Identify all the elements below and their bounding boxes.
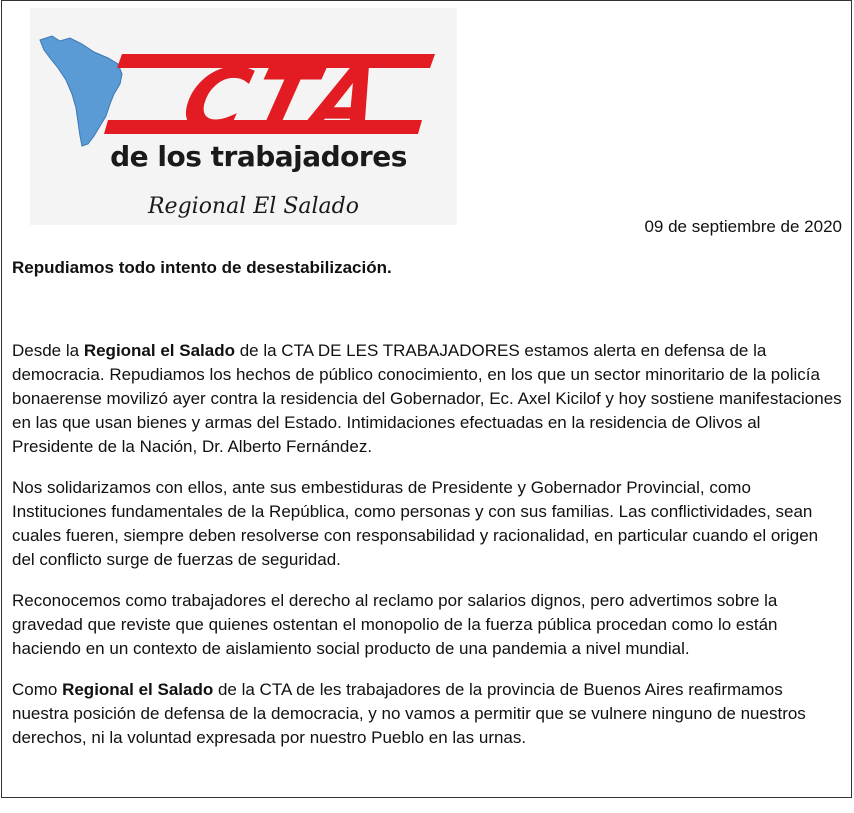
regional-name: Regional el Salado: [62, 680, 214, 699]
document-date: 09 de septiembre de 2020: [644, 217, 842, 236]
paragraph-4: Como Regional el Salado de la CTA de les trabajadores de la provincia de Buenos Aires reafirmamos nuestra posición de defensa de la democracia, y no vamos a permitir que se vulnere ninguno de nuestros derechos, ni la voluntad expresada por nuestro Pueblo en las urnas.: [12, 680, 806, 747]
cta-wordmark: CTA: [172, 50, 398, 151]
paragraph-1: Desde la Regional el Salado de la CTA DE LES TRABAJADORES estamos alerta en defensa de la democracia. Repudiamos los hechos de público conocimiento, en los que un sector minoritario de la policía bonaerense movilizó ayer contra la residencia del Gobernador, Ec. Axel Kicilof y hoy sostiene manifestaciones en las que usan bienes y armas del Estado. Intimidaciones efectuadas en la residencia de Olivos al Presidente de la Nación, Dr. Alberto Fernández.: [12, 341, 842, 456]
logo-region: Regional El Salado: [147, 194, 360, 219]
paragraph-2: Nos solidarizamos con ellos, ante sus embestiduras de Presidente y Gobernador Provincial, como Instituciones fundamentales de la República, como personas y con sus familias. Las conflictividades, sean cuales fueren, siempre deben resolverse con responsabilidad y racionalidad, en particular cuando el origen del conflicto surge de fuerzas de seguridad.: [12, 478, 819, 569]
logo-subtitle: de los trabajadores: [110, 140, 407, 173]
document-body: [12, 339, 842, 767]
cta-logo: [30, 8, 457, 225]
paragraph-3: Reconocemos como trabajadores el derecho al reclamo por salarios dignos, pero advertimos sobre la gravedad que reviste que quienes ostentan el monopolio de la fuerza pública procedan como lo están haciendo en un contexto de aislamiento social producto de una pandemia a nivel mundial.: [12, 591, 778, 658]
regional-name: Regional el Salado: [83, 341, 235, 360]
cta-logo-graphic: [30, 8, 457, 225]
document-subject: Repudiamos todo intento de desestabilización.: [12, 258, 392, 277]
